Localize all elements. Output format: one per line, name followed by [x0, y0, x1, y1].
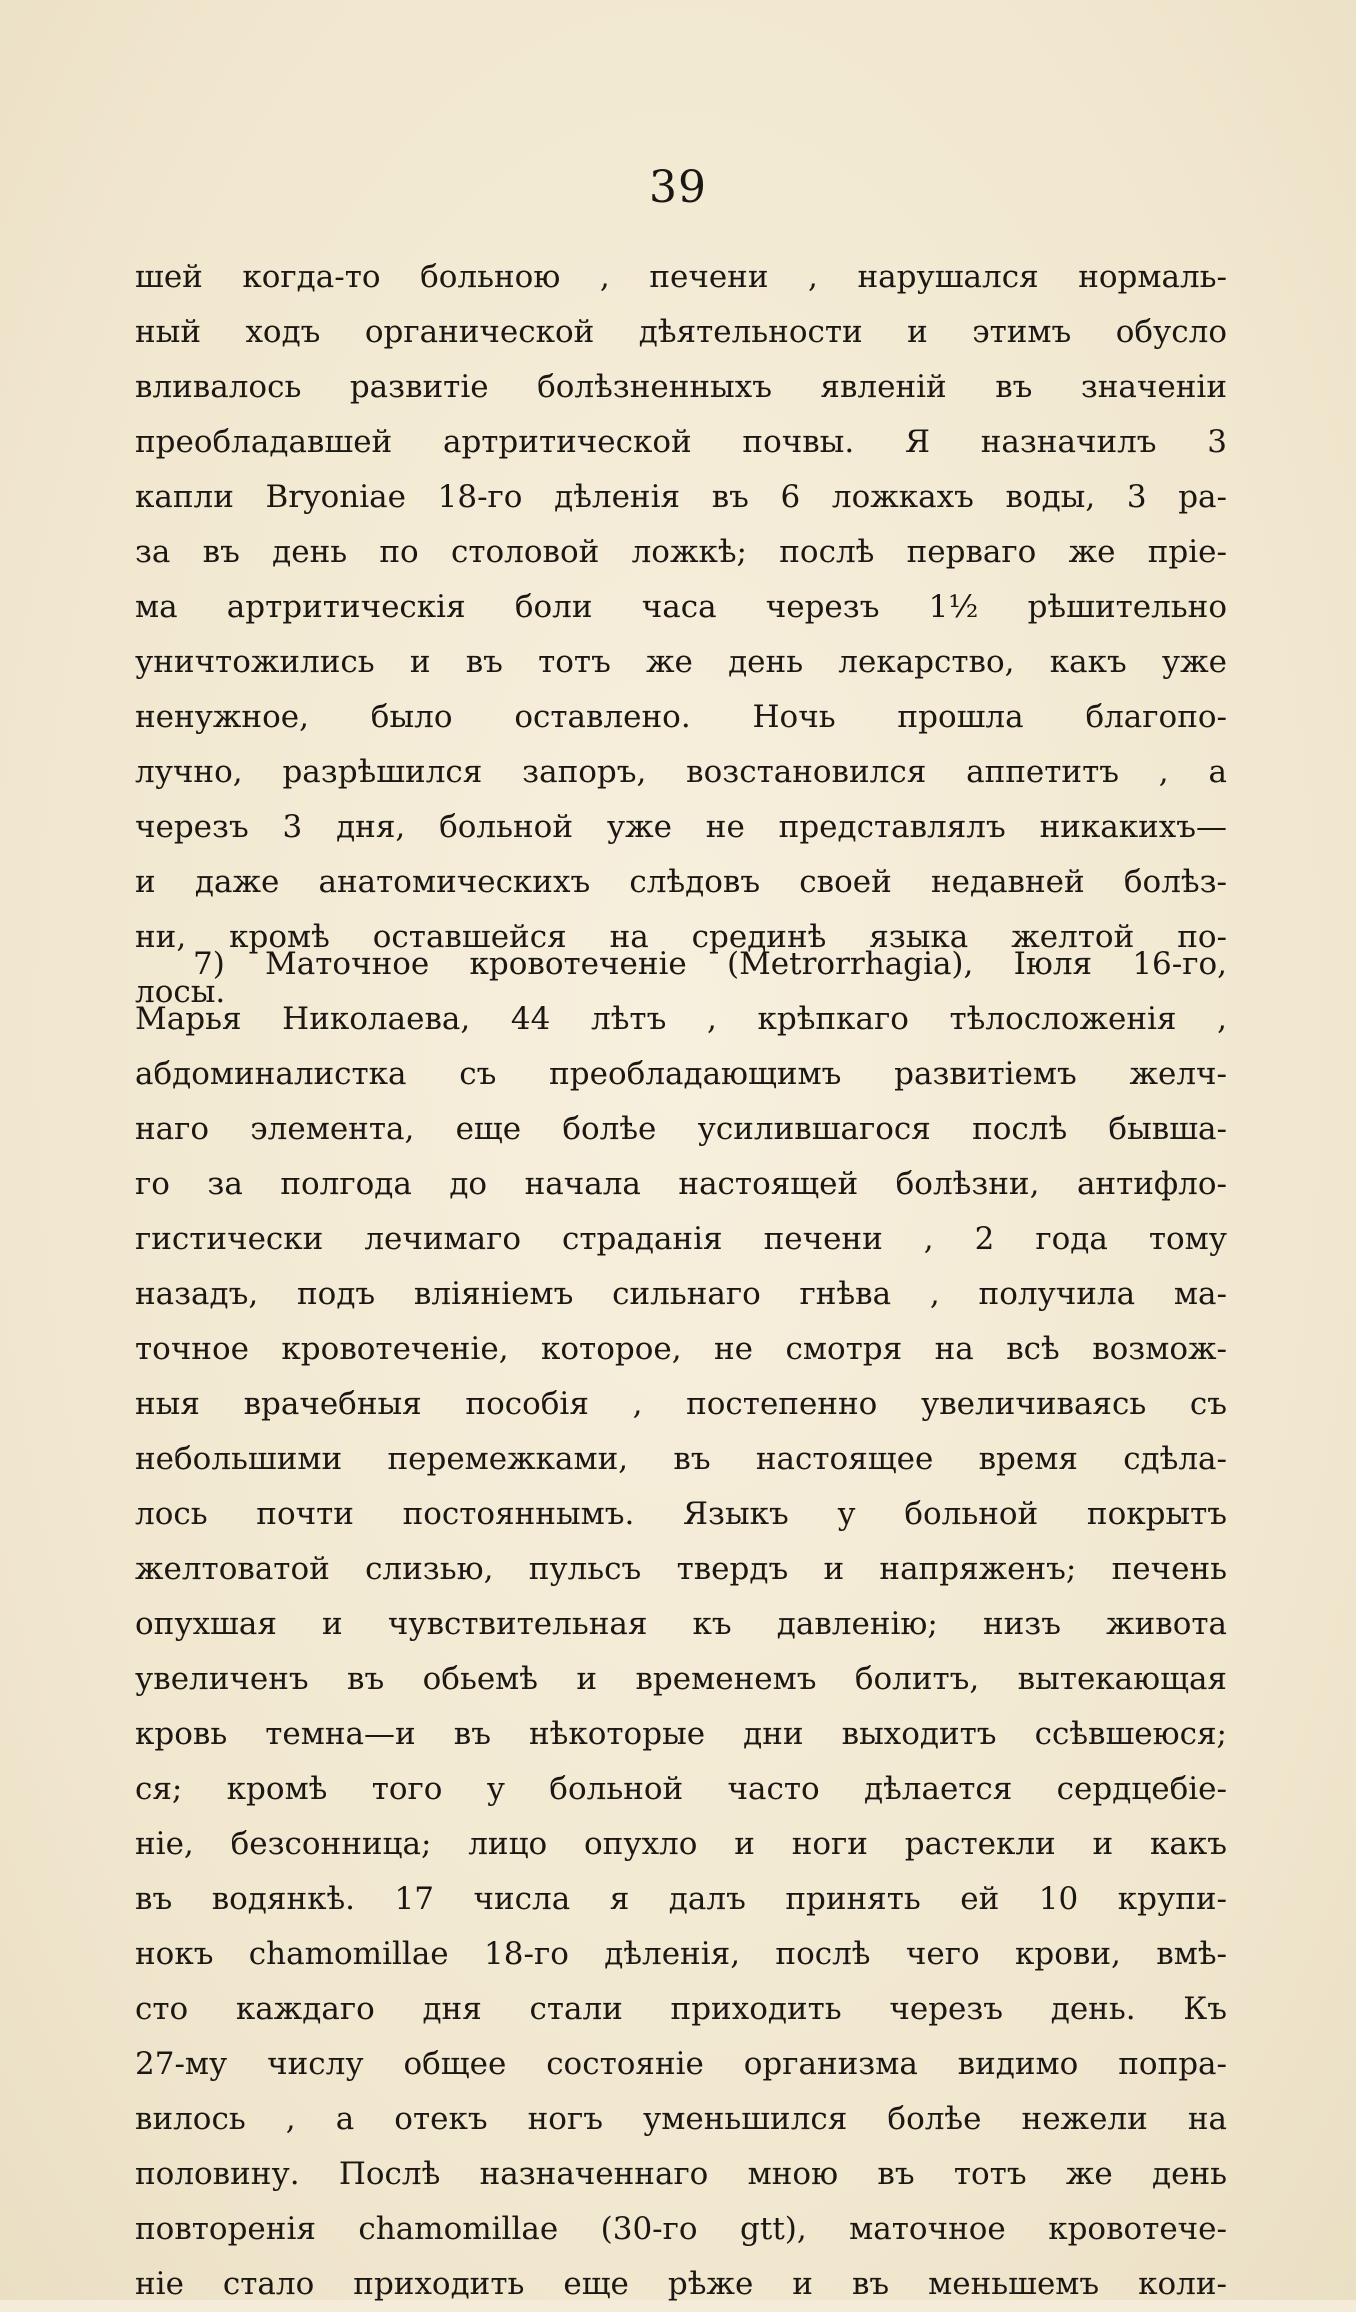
text-line: го за полгода до начала настоящей болѣзни, антифло-	[135, 1166, 1227, 1202]
text-line: повторенія chamomillae (30-го gtt), маточное кровотече-	[135, 2211, 1227, 2247]
text-line: за въ день по столовой ложкѣ; послѣ перваго же пріе-	[135, 534, 1227, 570]
text-line: вилось , а отекъ ногъ уменьшился болѣе нежели на	[135, 2101, 1227, 2137]
text-line: преобладавшей артритической почвы. Я назначилъ 3	[135, 424, 1227, 460]
text-line: небольшими перемежками, въ настоящее время сдѣла-	[135, 1441, 1227, 1477]
text-line: вливалось развитіе болѣзненныхъ явленій въ значеніи	[135, 369, 1227, 405]
text-line: увеличенъ въ обьемѣ и временемъ болитъ, вытекающая	[135, 1661, 1227, 1697]
text-line: 27-му числу общее состояніе организма видимо попра-	[135, 2046, 1227, 2082]
text-line: лучно, разрѣшился запоръ, возстановился аппетитъ , а	[135, 754, 1227, 790]
text-line: ненужное, было оставлено. Ночь прошла благопо-	[135, 699, 1227, 735]
text-line: капли Bryoniae 18-го дѣленія въ 6 ложкахъ воды, 3 ра-	[135, 479, 1227, 515]
text-line: сто каждаго дня стали приходить черезъ день. Къ	[135, 1991, 1227, 2027]
text-line: ни, кромѣ оставшейся на срединѣ языка желтой по-	[135, 919, 1227, 955]
text-line: черезъ 3 дня, больной уже не представлялъ никакихъ—	[135, 809, 1227, 845]
text-line: гистически лечимаго страданія печени , 2 года тому	[135, 1221, 1227, 1257]
text-line: лосы.	[135, 974, 226, 1010]
paragraph-case-continuation	[135, 250, 1227, 1020]
text-line: ніе стало приходить еще рѣже и въ меньшемъ коли-	[135, 2266, 1227, 2302]
text-line: опухшая и чувствительная къ давленію; низъ живота	[135, 1606, 1227, 1642]
text-line: ся; кромѣ того у больной часто дѣлается сердцебіе-	[135, 1771, 1227, 1807]
text-line: ніе, безсонница; лицо опухло и ноги растекли и какъ	[135, 1826, 1227, 1862]
text-line: ма артритическія боли часа черезъ 1½ рѣшительно	[135, 589, 1227, 625]
paragraph-case-7	[135, 937, 1227, 2312]
text-line: 7) Маточное кровотеченіе (Metrorrhagia), Іюля 16-го,	[193, 946, 1227, 982]
text-line: половину. Послѣ назначеннаго мною въ тотъ же день	[135, 2156, 1227, 2192]
text-line: въ водянкѣ. 17 числа я далъ принять ей 10 крупи-	[135, 1881, 1227, 1917]
page-number: 39	[649, 162, 707, 213]
text-line: и даже анатомическихъ слѣдовъ своей недавней болѣз-	[135, 864, 1227, 900]
text-line: лось почти постояннымъ. Языкъ у больной покрытъ	[135, 1496, 1227, 1532]
text-line: нокъ chamomillae 18-го дѣленія, послѣ чего крови, вмѣ-	[135, 1936, 1227, 1972]
text-line: ный ходъ органической дѣятельности и этимъ обусло	[135, 314, 1227, 350]
text-line: ныя врачебныя пособія , постепенно увеличиваясь съ	[135, 1386, 1227, 1422]
text-line: наго элемента, еще болѣе усилившагося послѣ бывша-	[135, 1111, 1227, 1147]
text-line: желтоватой слизью, пульсъ твердъ и напряженъ; печень	[135, 1551, 1227, 1587]
text-line: назадъ, подъ вліяніемъ сильнаго гнѣва , получила ма-	[135, 1276, 1227, 1312]
text-line: точное кровотеченіе, которое, не смотря на всѣ возмож-	[135, 1331, 1227, 1367]
text-line: шей когда-то больною , печени , нарушался нормаль-	[135, 259, 1227, 295]
text-line: Марья Николаева, 44 лѣтъ , крѣпкаго тѣлосложенія ,	[135, 1001, 1227, 1037]
text-line: уничтожились и въ тотъ же день лекарство, какъ уже	[135, 644, 1227, 680]
text-line: абдоминалистка съ преобладающимъ развитіемъ желч-	[135, 1056, 1227, 1092]
text-line: кровь темна—и въ нѣкоторые дни выходитъ ссѣвшеюся;	[135, 1716, 1227, 1752]
